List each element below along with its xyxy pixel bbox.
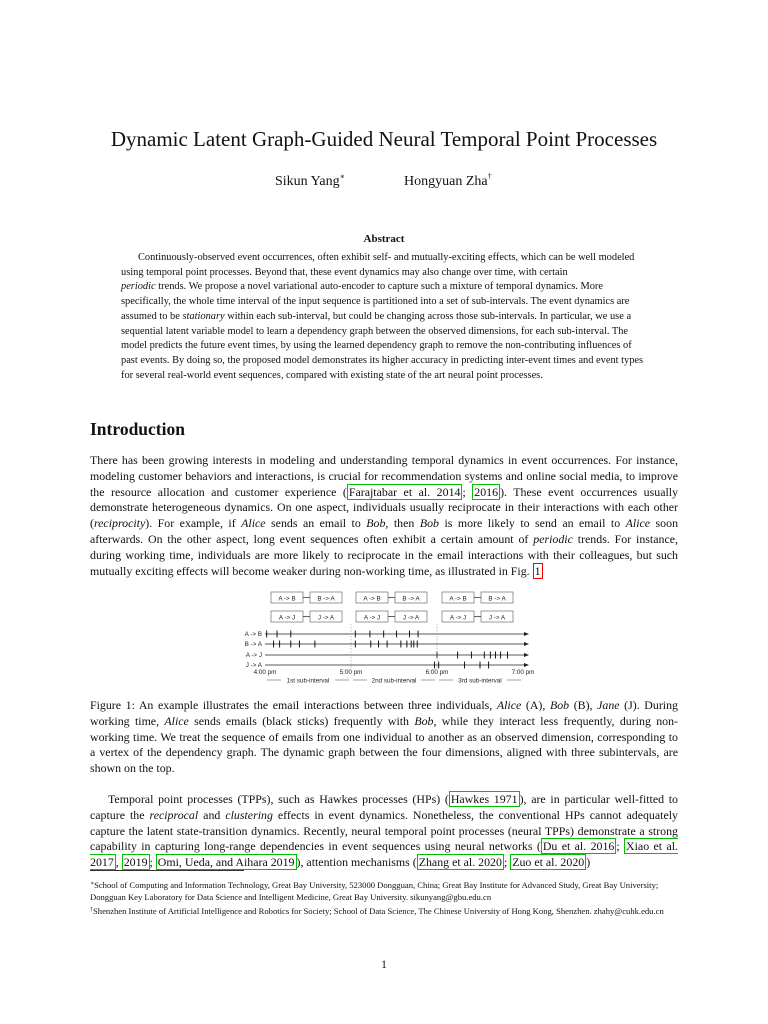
- timeline-arrowhead: [524, 663, 529, 667]
- graph-node-label: A -> J: [278, 614, 296, 622]
- figure-reference-link[interactable]: 1: [534, 563, 541, 578]
- subinterval-label: 1st sub-interval: [286, 677, 330, 685]
- graph-node-label: B -> A: [402, 595, 420, 603]
- timeline-row-label: J -> A: [245, 662, 262, 670]
- citation-link[interactable]: Zuo et al. 2020: [512, 855, 585, 870]
- timeline-row-label: A -> B: [244, 631, 262, 639]
- citation-link[interactable]: 2016: [474, 484, 499, 499]
- graph-node-label: B -> A: [317, 595, 335, 603]
- footnote-rule: [90, 870, 244, 871]
- graph-node-label: A -> J: [449, 614, 467, 622]
- subinterval-label: 2nd sub-interval: [371, 677, 417, 685]
- citation-link[interactable]: Du et al. 2016: [542, 839, 615, 854]
- graph-node-label: J -> A: [488, 614, 506, 622]
- timeline-arrowhead: [524, 653, 529, 657]
- figure-1-event-timeline: [225, 588, 535, 688]
- abstract-heading: Abstract: [363, 233, 405, 245]
- time-tick-label: 7:00 pm: [511, 669, 535, 676]
- authors: [0, 172, 768, 192]
- citation-link[interactable]: Xiao et al. 2017: [90, 839, 679, 870]
- graph-node-label: A -> B: [449, 595, 467, 603]
- citation-link[interactable]: 2019: [123, 855, 148, 870]
- figure-1-caption: Figure 1: An example illustrates the email interactions between three individuals, Alice (A), Bob (B), Jane (J). During working time, Alice sends emails (black sticks) frequently with Bob, while they interact less frequently, during non-working time. We treat the sequence of emails from one individual to another as an observed dimension, corresponding to a vertex of the dependency graph. The dynamic graph between the four dimensions, aligned with three subintervals, are shown on the top.: [90, 698, 679, 776]
- time-tick-label: 6:00 pm: [425, 669, 449, 676]
- page-number: 1: [381, 959, 387, 971]
- time-tick-label: 5:00 pm: [339, 669, 363, 676]
- timeline-row-label: B -> A: [244, 641, 262, 649]
- time-tick-label: 4:00 pm: [253, 669, 277, 676]
- citation-link[interactable]: Hawkes 1971: [450, 792, 518, 806]
- graph-node-label: A -> B: [278, 595, 296, 603]
- intro-paragraph-1: There has been growing interests in modeling and understanding temporal dynamics in event occurrences. For instance, modeling customer behaviors and interactions, is crucial for recommendation systems and online social media, to improve the resource allocation and customer experience ( Farajtabar et al. 2014 ; 2016 ). These event occurrences usually demonstrate heterogeneous dynamics. On one aspect, individuals usually reciprocate in their interactions with each other (reciprocity). For example, if Alice sends an email to Bob, then Bob is more likely to send an email to Alice soon afterwards. On the other aspect, long event sequences often exhibit a certain amount of periodic trends. For instance, during working time, individuals are more likely to reciprocate in the email interactions with their colleagues, but such mutually exciting effects will become weaker during non-working time, as illustrated in Fig. 1: [90, 453, 679, 578]
- paper-title: Dynamic Latent Graph-Guided Neural Temporal Point Processes: [110, 127, 658, 151]
- graph-node-label: J -> A: [402, 614, 420, 622]
- graph-node-label: A -> J: [363, 614, 381, 622]
- footnote-2: †Shenzhen Institute of Artificial Intelligence and Robotics for Society; School of Data Science, The Chinese University of Hong Kong, Shenzhen. zhahy@cuhk.edu.cn: [90, 906, 664, 916]
- graph-node-label: J -> A: [317, 614, 335, 622]
- intro-paragraph-2: Temporal point processes (TPPs), such as Hawkes processes (HPs) ( Hawkes 1971 ), are in particular well-fitted to capture the reciprocal and clustering effects in event dynamics. Nonetheless, the conventional HPs cannot adequately capture the latent state-transition dynamics. Recently, neural temporal point processes (neural TPPs) demonstrate a strong capability in capturing long-range dependencies in event sequences using neural networks ( Du et al. 2016 ; Xiao et al. 2017 , 2019 ; Omi, Ueda, and Aihara 2019 ), attention mechanisms ( Zhang et al. 2020 ; Zuo et al. 2020 ): [90, 792, 679, 870]
- citation-link[interactable]: Omi, Ueda, and Aihara 2019: [157, 855, 295, 870]
- section-heading-introduction: Introduction: [90, 419, 185, 439]
- abstract-body: Continuously-observed event occurrences, often exhibit self- and mutually-exciting effects, which can be well modeled using temporal point processes. Beyond that, these event dynamics may also change over time, with certainperiodic trends. We propose a novel variational auto-encoder to capture such a mixture of temporal dynamics. More specifically, the whole time interval of the input sequence is partitioned into a set of sub-intervals. The event dynamics are assumed to be stationary within each sub-interval, but could be changing across those sub-intervals. In particular, we use a sequential latent variable model to learn a dependency graph between the observed dimensions, for each sub-interval. The model predicts the future event times, by using the learned dependency graph to remove the non-contributing influences of past events. By doing so, the proposed model demonstrates its higher accuracy in predicting inter-event times and event types for several real-world event sequences, compared with existing state of the art neural point processes.: [121, 252, 644, 381]
- author-2: Hongyuan Zha†: [404, 172, 492, 189]
- subinterval-label: 3rd sub-interval: [458, 677, 502, 685]
- timeline-row-label: A -> J: [245, 652, 262, 660]
- timeline-arrowhead: [524, 642, 529, 646]
- author-1: Sikun Yang∗: [275, 172, 346, 189]
- citation-link[interactable]: Farajtabar et al. 2014: [348, 484, 461, 499]
- graph-node-label: B -> A: [488, 595, 506, 603]
- graph-node-label: A -> B: [363, 595, 381, 603]
- citation-link[interactable]: Zhang et al. 2020: [418, 855, 502, 870]
- timeline-arrowhead: [524, 632, 529, 636]
- footnote-1: ∗School of Computing and Information Technology, Great Bay University, 523000 Dongguan, China; Great Bay Institute for Advanced Study, Great Bay University; Dongguan Key Laboratory for Data Science and Intelligent Medicine, Great Bay University. sikunyang@gbu.edu.cn: [90, 880, 659, 903]
